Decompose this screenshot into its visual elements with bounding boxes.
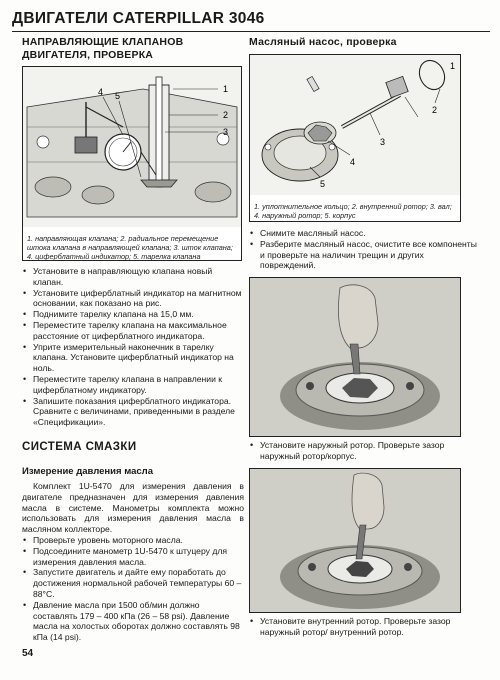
section-title-oil-pump: Масляный насос, проверка — [249, 36, 397, 48]
list-item: • Поднимите тарелку клапана на 15,0 мм. — [22, 309, 244, 320]
outer-rotor-photo — [250, 278, 460, 436]
page-number: 54 — [22, 648, 34, 659]
oil-pressure-steps — [22, 535, 244, 643]
header-title: ДВИГАТЕЛИ CATERPILLAR 3046 — [12, 10, 265, 27]
fig1-callout-3: 3 — [223, 127, 229, 137]
fig2-callout-5: 5 — [320, 179, 326, 189]
list-item: • Снимите масляный насос. — [249, 228, 477, 239]
list-item: • Установите в направляющую клапана новый клапан. — [22, 266, 244, 288]
list-item: • Запустите двигатель и дайте ему поработать до достижения нормальной рабочей температуры 60 – 88°С. — [22, 567, 244, 599]
fig2-callout-4: 4 — [350, 157, 356, 167]
photo-inner-rotor-check — [249, 468, 461, 613]
outer-rotor-step — [249, 440, 477, 462]
fig1-callout-1: 1 — [223, 84, 229, 94]
valve-guide-illustration — [23, 67, 241, 227]
list-item: • Запишите показания циферблатного индикатора. Сравните с величинами, приведенными в разделе «Спецификации». — [22, 396, 244, 428]
list-item: • Проверьте уровень моторного масла. — [22, 535, 244, 546]
subsection-title-oil-pressure: Измерение давления масла — [22, 465, 153, 477]
fig2-callout-3: 3 — [380, 137, 386, 147]
list-item: • Установите наружный ротор. Проверьте зазор наружный ротор/корпус. — [249, 440, 477, 462]
valve-check-steps — [22, 266, 244, 428]
fig2-callout-1: 1 — [450, 61, 456, 71]
left-column — [22, 36, 244, 643]
list-item: • Разберите масляный насос, очистите все компоненты и проверьте на наличин трещин и других повреждений. — [249, 239, 477, 271]
list-item: • Переместите тарелку клапана в направлении к циферблатному индикатору. — [22, 374, 244, 396]
page-header — [12, 8, 490, 32]
inner-rotor-photo — [250, 469, 460, 612]
fig1-callout-4: 4 — [98, 87, 104, 97]
list-item: • Уприте измерительный наконечник в тарелку клапана. Установите циферблатный индикатор на ноль. — [22, 342, 244, 374]
list-item: • Установите внутренний ротор. Проверьте зазор наружный ротор/ внутренний ротор. — [249, 616, 477, 638]
section-title-valve-guides: НАПРАВЛЯЮЩИЕ КЛАПАНОВ ДВИГАТЕЛЯ, ПРОВЕРКА — [22, 36, 184, 61]
oil-pump-illustration — [250, 55, 460, 195]
figure-oil-pump-exploded — [249, 54, 461, 222]
fig1-callout-2: 2 — [223, 110, 229, 120]
right-column — [249, 36, 477, 637]
figure-valve-guide — [22, 66, 242, 261]
photo-outer-rotor-check — [249, 277, 461, 437]
list-item: • Переместите тарелку клапана на максимальное расстояние от циферблатного индикатора. — [22, 320, 244, 342]
figure-caption-valve-guide: 1. направляющая клапана; 2. радиальное перемещение штока клапана в направляющей клапана; 3. шток клапана; 4. циферблатный индикатор; 5. тарелка клапана — [27, 234, 233, 261]
fig2-callout-2: 2 — [432, 105, 438, 115]
list-item: • Установите циферблатный индикатор на магнитном основании, как показано на рис. — [22, 288, 244, 310]
fig1-callout-5: 5 — [115, 91, 121, 101]
section-title-lubrication: СИСТЕМА СМАЗКИ — [22, 440, 137, 453]
oil-pressure-paragraph: Комплект 1U-5470 для измерения давления в двигателе предназначен для измерения давления масла в системе. Манометры комплекта можно использовать для измерения давления масла в масляном коллекторе. — [22, 480, 244, 535]
list-item: • Давление масла при 1500 об/мин должно составлять 179 – 400 кПа (26 – 58 psi). Давление масла на холостых оборотах должно составлять 98 кПа (14 psi). — [22, 600, 244, 643]
list-item: • Подсоедините манометр 1U-5470 к штуцеру для измерения давления масла. — [22, 546, 244, 568]
oil-pump-steps — [249, 228, 477, 271]
figure-caption-oil-pump: 1. уплотнительное кольцо; 2. внутренний ротор; 3. вал; 4. наружный ротор; 5. корпус — [254, 202, 452, 220]
inner-rotor-step — [249, 616, 477, 638]
